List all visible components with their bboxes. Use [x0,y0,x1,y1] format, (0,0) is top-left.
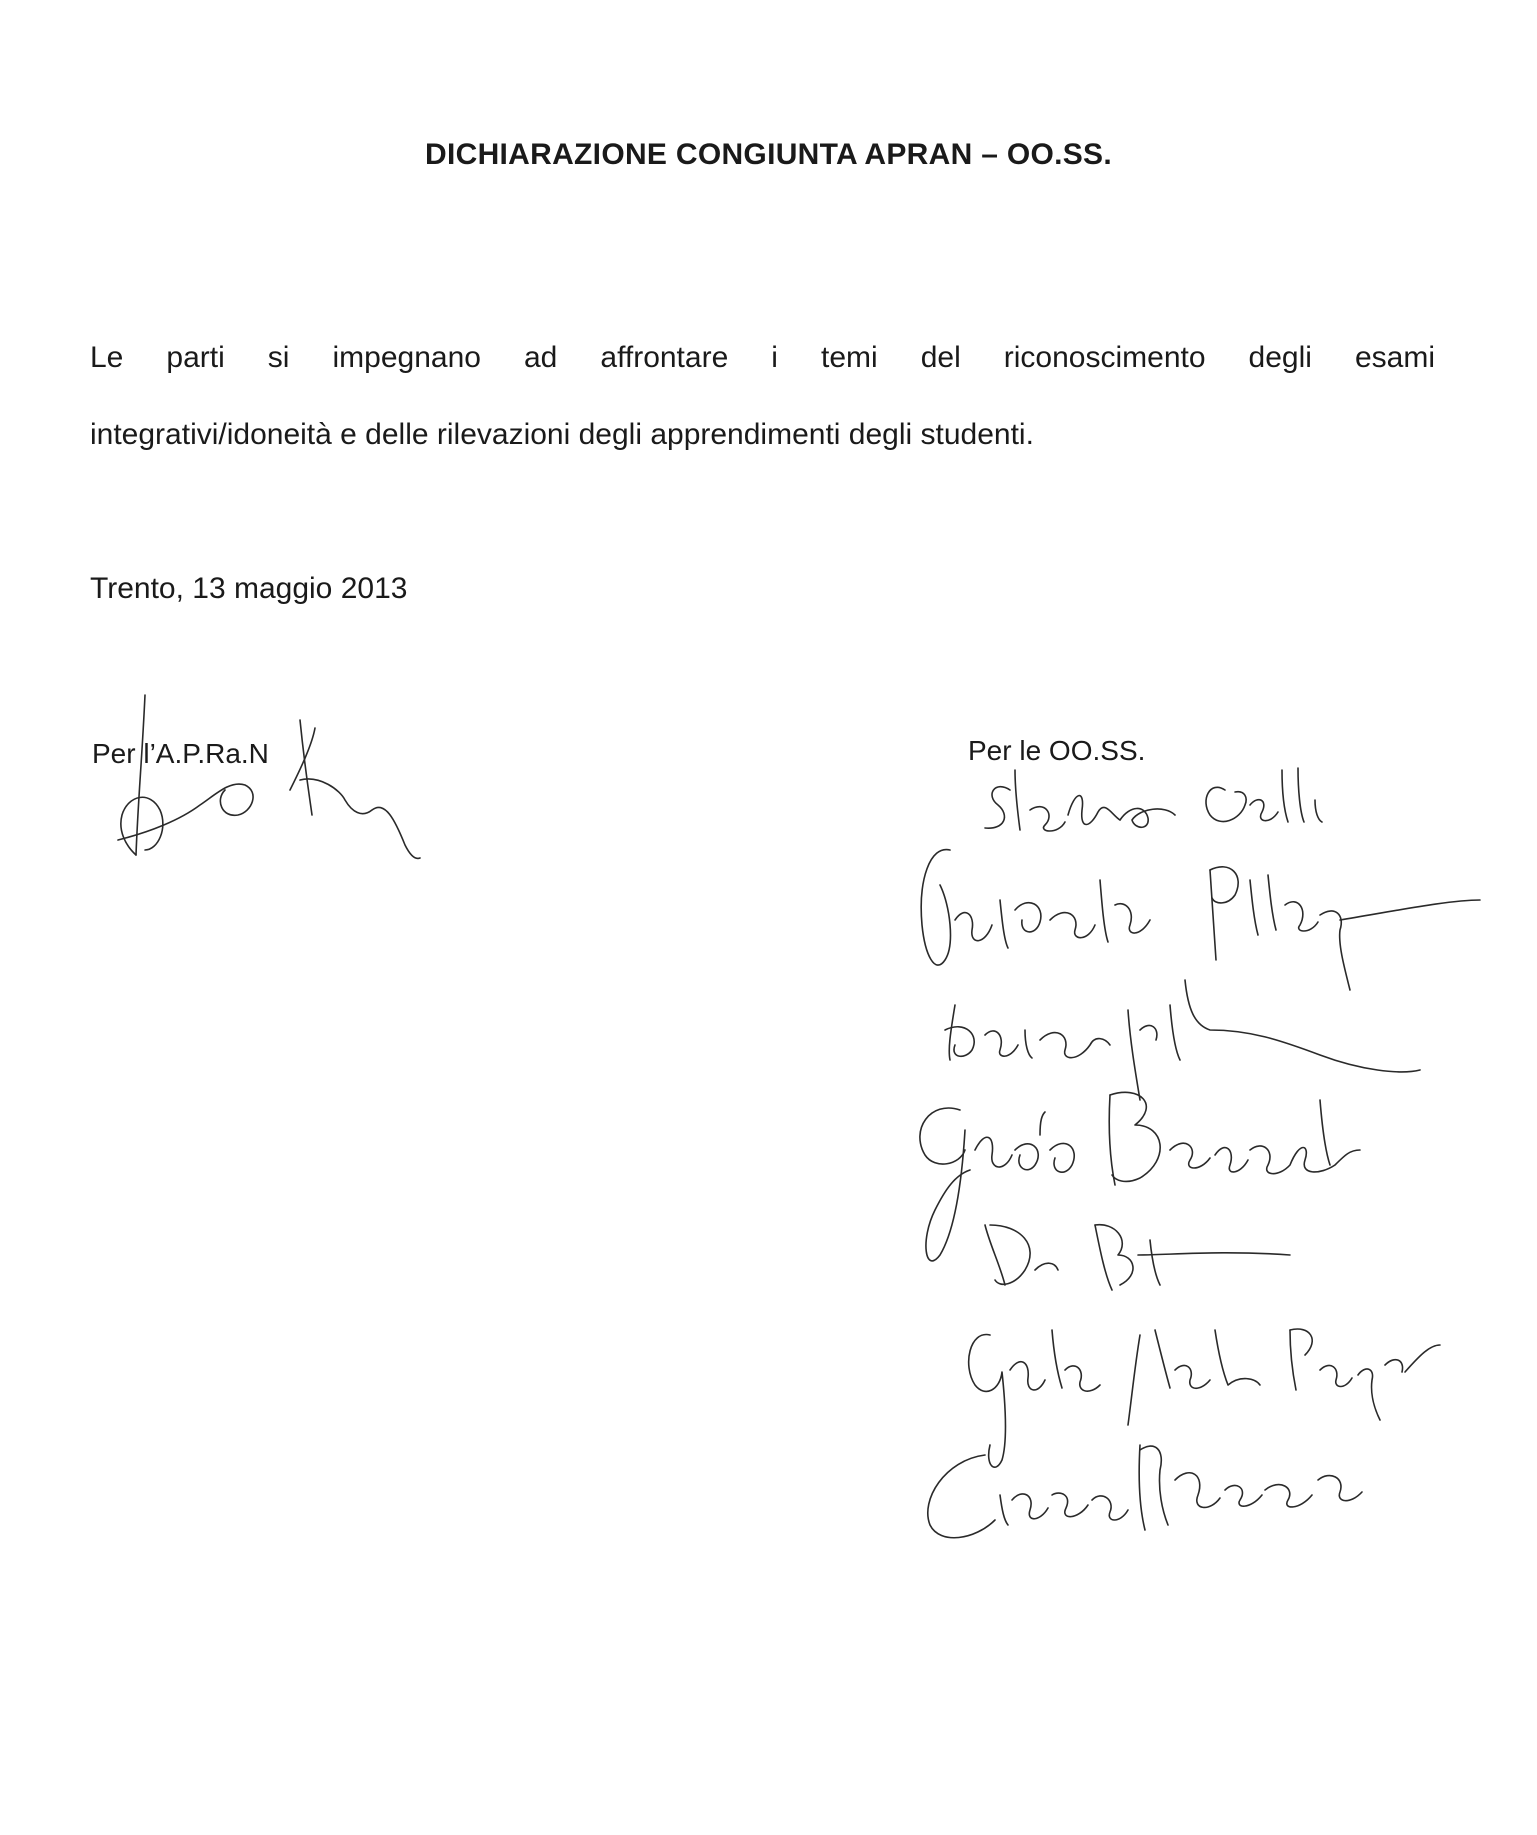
place-and-date: Trento, 13 maggio 2013 [90,572,408,605]
unions-signatory-label: Per le OO.SS. [968,735,1146,766]
document-title: DICHIARAZIONE CONGIUNTA APRAN – OO.SS. [425,138,1112,171]
body-paragraph-line-1: Le parti si impegnano ad affrontare i temi del riconoscimento degli esami [90,341,1435,374]
union-signature-7 [928,1445,1362,1538]
union-signature-5 [985,1225,1290,1290]
union-signature-3 [945,980,1420,1100]
union-signature-1 [985,768,1322,831]
union-signature-4 [920,1092,1360,1261]
apran-signatory-label: Per l’A.P.Ra.N [92,738,269,769]
union-signature-2 [921,850,1480,990]
apran-signature [118,695,420,858]
body-paragraph-line-2: integrativi/idoneità e delle rilevazioni degli apprendimenti degli studenti. [90,418,1034,451]
union-signature-6 [969,1329,1440,1467]
